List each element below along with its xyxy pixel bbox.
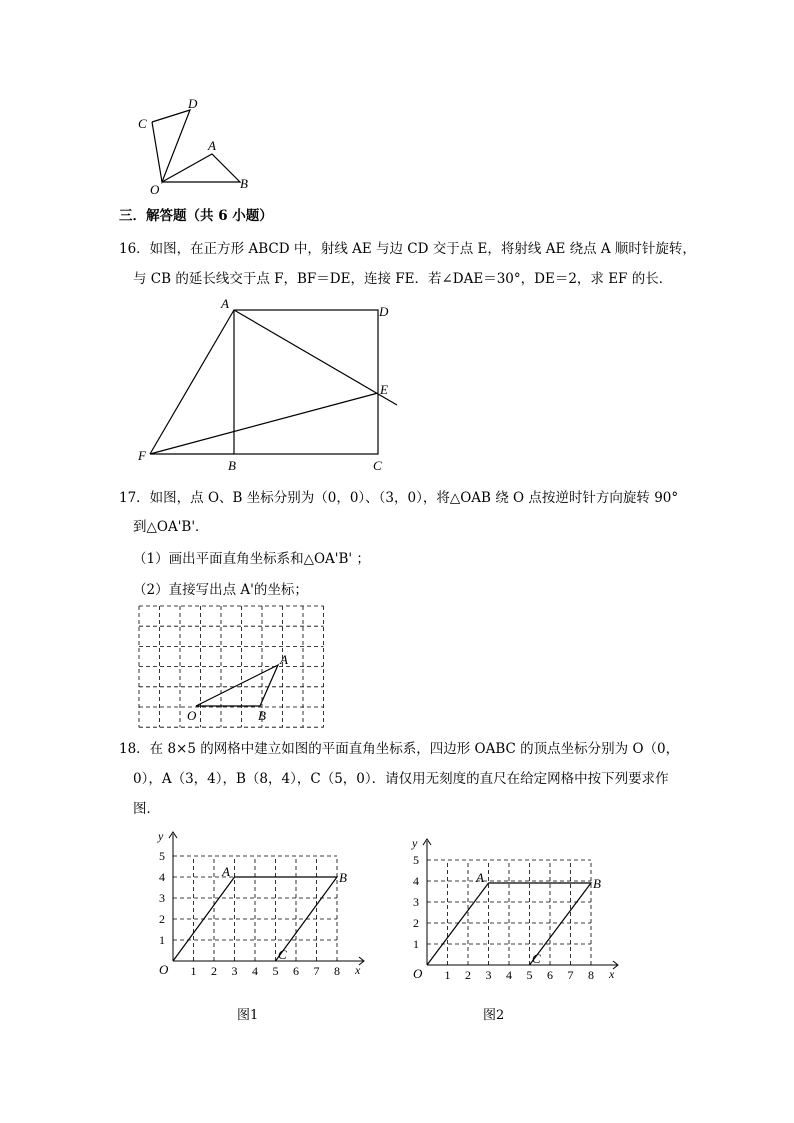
- fig15-label-b: B: [240, 176, 248, 191]
- section-title: 三．解答题（共 6 小题）: [119, 208, 273, 224]
- fig15-label-d: D: [188, 96, 198, 111]
- q18-fig2-label-c: C: [532, 951, 541, 966]
- q18-fig1-xtick-label: 3: [231, 964, 238, 978]
- q18-fig2-xtick-label: 8: [588, 968, 594, 982]
- q18-figure1: [135, 826, 375, 996]
- q18-fig2-ytick-label: 5: [413, 853, 419, 867]
- q17-text-line1: 17．如图，点 O、B 坐标分别为（0，0）、（3，0），将△OAB 绕 O 点按逆时针方向旋转 90°: [119, 490, 679, 506]
- q17-text-line2: 到△OA'B'．: [133, 519, 209, 535]
- q18-fig2-ytick-label: 4: [413, 874, 419, 888]
- q18-fig1-ytick-label: 2: [159, 912, 165, 926]
- q18-text-line1: 18．在 8×5 的网格中建立如图的平面直角坐标系，四边形 OABC 的顶点坐标分别为 O（0，: [119, 741, 680, 757]
- fig15-triangle-ocd: [152, 110, 190, 182]
- q18-fig2-xtick-label: 5: [526, 968, 533, 982]
- q18-caption-2: 图2: [483, 1008, 505, 1023]
- q18-fig2-label-b: B: [593, 876, 601, 891]
- q17-label-a: A: [280, 652, 288, 667]
- q16-label-c: C: [373, 458, 382, 473]
- q18-fig2-x-label: x: [609, 967, 615, 981]
- q18-fig2-xtick-label: 4: [506, 968, 512, 982]
- fig15-label-a: A: [208, 138, 216, 153]
- q16-diagram: [135, 292, 410, 474]
- q17-label-b: B: [258, 708, 266, 723]
- q16-label-a: A: [221, 296, 229, 311]
- q18-figure2: [389, 833, 629, 1003]
- q18-fig2-label-a: A: [476, 870, 484, 885]
- q18-fig2-xtick-label: 2: [465, 968, 471, 982]
- q18-fig2-origin: O: [413, 966, 423, 981]
- q16-label-d: D: [379, 304, 389, 319]
- q18-fig2-y-label: y: [412, 836, 418, 850]
- q18-fig1-grid: [173, 856, 337, 961]
- q18-fig2-ytick-label: 2: [413, 916, 419, 930]
- q17-label-o: O: [187, 708, 197, 723]
- q18-fig1-xtick-label: 1: [190, 964, 197, 978]
- q18-fig2-quadrilateral: [427, 883, 591, 965]
- q17-part1: （1）画出平面直角坐标系和△OA'B' ；: [133, 551, 370, 567]
- q16-text-line1: 16．如图，在正方形 ABCD 中，射线 AE 与边 CD 交于点 E，将射线 AE 绕点 A 顺时针旋转，: [119, 241, 696, 257]
- q18-fig1-yticks: [159, 849, 165, 947]
- q18-fig1-xtick-label: 8: [334, 964, 340, 978]
- q18-fig1-origin: O: [159, 962, 169, 977]
- q17-triangle-oab: [196, 665, 278, 706]
- q18-fig2-xtick-label: 7: [567, 968, 574, 982]
- q18-fig1-label-b: B: [339, 870, 347, 885]
- q18-fig2-xticks: [445, 968, 595, 982]
- q18-text-line2: 0），A（3，4），B（8，4），C（5，0）．请仅用无刻度的直尺在给定网格中按下列要求作: [133, 771, 669, 787]
- q16-label-e: E: [380, 382, 388, 397]
- q18-fig1-ytick-label: 3: [159, 891, 165, 905]
- q18-fig2-grid: [427, 860, 591, 965]
- q17-part2: （2）直接写出点 A'的坐标；: [133, 582, 308, 598]
- q18-caption-1: 图1: [237, 1008, 259, 1023]
- q18-fig1-x-label: x: [355, 963, 361, 977]
- fig15-label-c: C: [138, 116, 147, 131]
- q16-line-fe: [150, 393, 378, 454]
- q18-fig2-xtick-label: 3: [485, 968, 492, 982]
- q18-fig1-xtick-label: 7: [313, 964, 320, 978]
- q16-line-af: [150, 310, 234, 454]
- q18-fig1-ytick-label: 4: [159, 870, 165, 884]
- q17-grid: [139, 606, 324, 727]
- q16-text-line2: 与 CB 的延长线交于点 F，BF＝DE，连接 FE．若∠DAE＝30°，DE＝2，求 EF 的长．: [133, 271, 673, 287]
- q16-label-f: F: [138, 448, 146, 463]
- q18-fig2-xtick-label: 6: [547, 968, 553, 982]
- fig15-diagram: [130, 90, 260, 200]
- q18-fig1-ytick-label: 5: [159, 849, 165, 863]
- q18-fig1-xtick-label: 5: [272, 964, 279, 978]
- q18-fig2-ytick-label: 3: [413, 895, 419, 909]
- q18-fig1-xtick-label: 4: [252, 964, 258, 978]
- q18-fig1-label-a: A: [222, 864, 230, 879]
- q18-fig2-ytick-label: 1: [413, 937, 419, 951]
- q18-text-line3: 图．: [133, 801, 160, 817]
- q16-label-b: B: [228, 458, 236, 473]
- q16-ray-ae: [234, 310, 397, 405]
- fig15-label-o: O: [150, 182, 160, 197]
- q17-grid-diagram: [135, 604, 325, 730]
- q18-fig1-xtick-label: 6: [293, 964, 299, 978]
- q18-fig1-y-label: y: [158, 829, 164, 843]
- q18-fig1-label-c: C: [278, 947, 287, 962]
- q18-fig2-yticks: [413, 853, 419, 951]
- q18-fig2-xtick-label: 1: [444, 968, 451, 982]
- q18-fig1-ytick-label: 1: [159, 933, 165, 947]
- q18-fig1-xtick-label: 2: [211, 964, 217, 978]
- fig15-triangle-oab: [162, 154, 240, 182]
- q18-fig1-xticks: [191, 964, 341, 978]
